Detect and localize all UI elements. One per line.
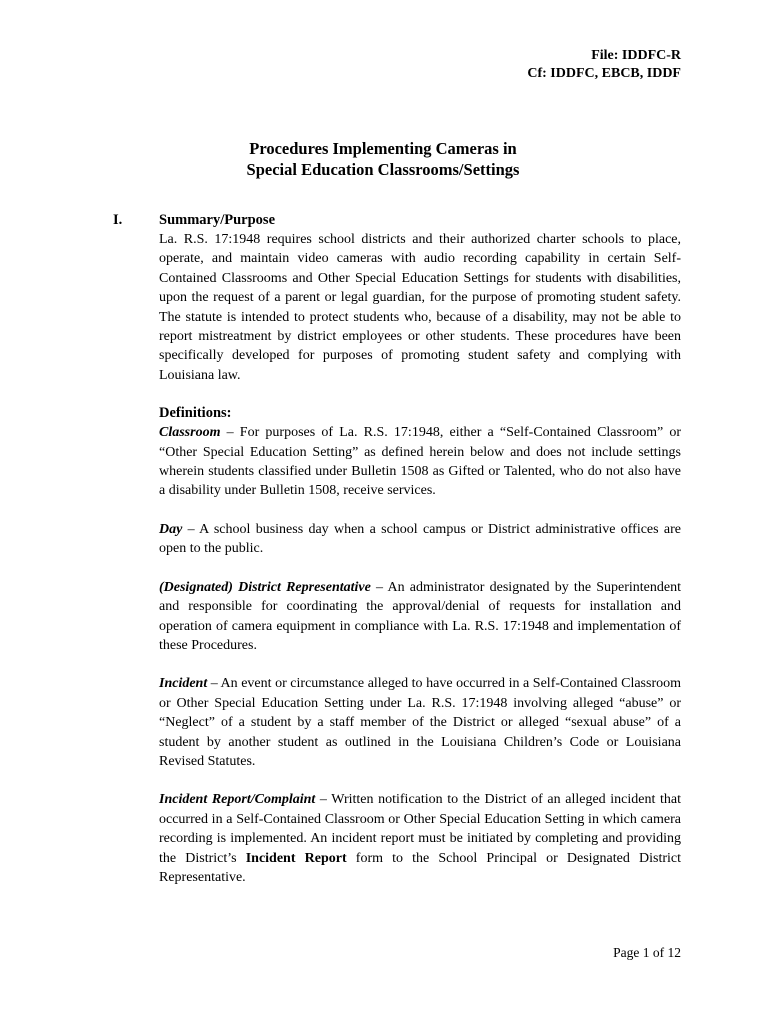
document-body bbox=[159, 211, 681, 887]
definition-district-representative-text: – An administrator designated by the Superintendent and responsible for coordinating the approval/denial of requests for installation and operation of camera equipment in compliance with La. R.S. 17:1948 and implementation of these Procedures. bbox=[159, 579, 681, 653]
term-incident-report: Incident Report/Complaint bbox=[159, 792, 316, 808]
definition-classroom bbox=[159, 423, 681, 501]
definition-incident-report-text-after: form to the School Principal or Designated District Representative. bbox=[159, 850, 682, 885]
definition-classroom-text: – For purposes of La. R.S. 17:1948, either a “Self-Contained Classroom” or “Other Special Education Setting” as defined herein below and does not include settings wherein students classified under Bulletin 1508 as Gifted or Talented, who do not also have a disability under Bulletin 1508, receive services. bbox=[159, 425, 681, 499]
incident-report-form-name: Incident Report bbox=[245, 850, 347, 866]
page-number: Page 1 of 12 bbox=[613, 945, 681, 960]
term-classroom: Classroom bbox=[159, 425, 221, 441]
term-incident: Incident bbox=[159, 676, 208, 692]
section-heading: Summary/Purpose bbox=[159, 212, 275, 228]
definition-district-representative bbox=[159, 578, 681, 656]
term-day: Day bbox=[159, 521, 183, 537]
definition-day bbox=[159, 520, 681, 559]
definition-incident bbox=[159, 674, 681, 771]
title-line-2: Special Education Classrooms/Settings bbox=[246, 160, 520, 179]
section-number: I. bbox=[113, 212, 123, 228]
term-district-representative: (Designated) District Representative bbox=[159, 579, 371, 595]
definitions-heading: Definitions: bbox=[159, 405, 232, 422]
definition-incident-text: – An event or circumstance alleged to have occurred in a Self-Contained Classroom or Other Special Education Setting under La. R.S. 17:1948 involving alleged “abuse” or “Neglect” of a student by a staff member of the District or alleged “sexual abuse” of a student by another student as outlined in the Louisiana Children’s Code or Louisiana Revised Statutes. bbox=[159, 676, 681, 769]
definition-day-text: – A school business day when a school campus or District administrative offices are open to the public. bbox=[159, 521, 681, 557]
cross-reference: Cf: IDDFC, EBCB, IDDF bbox=[527, 66, 681, 81]
document-title bbox=[160, 138, 606, 180]
file-reference bbox=[527, 47, 681, 83]
definition-incident-report-text-before: – Written notification to the District of an alleged incident that occurred in a Self-Contained Classroom or Other Special Education Setting in which camera recording is implemented. An incident report must be initiated by completing and providing the District’s bbox=[159, 792, 681, 866]
file-code: File: IDDFC-R bbox=[591, 48, 681, 63]
definition-incident-report bbox=[159, 790, 681, 887]
title-line-1: Procedures Implementing Cameras in bbox=[249, 139, 517, 158]
summary-paragraph: La. R.S. 17:1948 requires school districts and their authorized charter schools to place, operate, and maintain video cameras with audio recording capability in certain Self-Contained Classrooms and Other Special Education Settings for students with disabilities, upon the request of a parent or legal guardian, for the purpose of promoting student safety. The statute is intended to protect students who, because of a disability, may not be able to report mistreatment by district employees or other students. These procedures have been specifically developed for purposes of promoting student safety and complying with Louisiana law. bbox=[159, 232, 681, 383]
